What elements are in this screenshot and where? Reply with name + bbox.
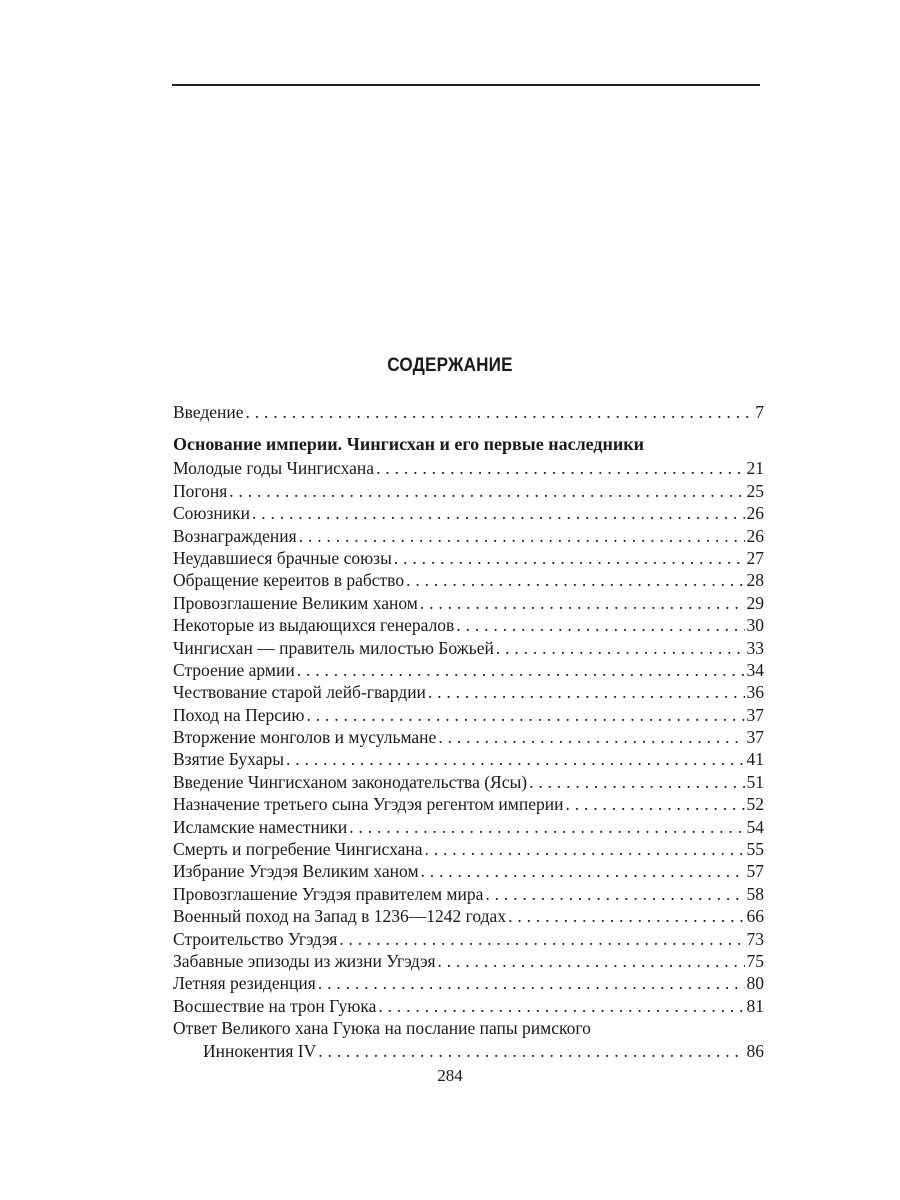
toc-entry-continuation[interactable] — [173, 1040, 764, 1062]
toc-entry-page: 34 — [746, 659, 764, 680]
toc-entry-title: Провозглашение Угэдэя правителем мира — [173, 883, 484, 904]
toc-entry-title: Чингисхан — правитель милостью Божьей — [173, 637, 494, 658]
toc-entry-title: Вознаграждения — [173, 525, 297, 546]
dot-leader — [299, 525, 745, 547]
dot-leader — [376, 457, 744, 479]
toc-entry-title: Забавные эпизоды из жизни Угэдэя — [173, 950, 436, 971]
toc-entry-page: 58 — [746, 883, 764, 904]
dot-leader — [246, 401, 754, 423]
page-number: 284 — [437, 1066, 463, 1085]
dot-leader — [297, 659, 745, 681]
toc-entry-page: 29 — [746, 592, 764, 613]
toc-entry-title: Ответ Великого хана Гуюка на послание папы римского — [173, 1018, 591, 1039]
dot-leader — [378, 995, 744, 1017]
toc-entry-intro[interactable] — [173, 401, 764, 423]
toc-entry-title: Взятие Бухары — [173, 749, 284, 770]
toc-entry-page: 26 — [746, 525, 764, 546]
dot-leader — [252, 502, 744, 524]
toc-entry[interactable] — [173, 748, 764, 770]
dot-leader — [406, 569, 744, 591]
toc-entry-title: Погоня — [173, 480, 228, 501]
dot-leader — [428, 681, 745, 703]
toc-entry[interactable] — [173, 816, 764, 838]
toc-entry[interactable] — [173, 950, 764, 972]
toc-entry[interactable] — [173, 637, 764, 659]
toc-entry-page: 41 — [746, 749, 764, 770]
toc-entry-title: Обращение кереитов в рабство — [173, 570, 405, 591]
header-rule — [172, 84, 760, 86]
toc-entry-title: Избрание Угэдэя Великим ханом — [173, 861, 419, 882]
toc-entry-page: 37 — [746, 727, 764, 748]
toc-entry[interactable] — [173, 502, 764, 524]
dot-leader — [339, 928, 744, 950]
toc-entry-title: Молодые годы Чингисхана — [173, 458, 375, 479]
toc-entry-page: 66 — [746, 906, 764, 927]
dot-leader — [306, 704, 744, 726]
dot-leader — [421, 860, 745, 882]
toc-entry[interactable] — [173, 928, 764, 950]
toc-entry-title: Назначение третьего сына Угэдэя регентом империи — [173, 794, 564, 815]
toc-entry-page: 36 — [746, 682, 764, 703]
toc-entry-page: 7 — [755, 402, 764, 422]
dot-leader — [496, 637, 745, 659]
dot-leader — [565, 793, 744, 815]
dot-leader — [529, 771, 744, 793]
toc-entry-title: Исламские наместники — [173, 816, 348, 837]
toc-entry-title: Восшествие на трон Гуюка — [173, 995, 377, 1016]
toc-entry-page: 80 — [746, 973, 764, 994]
toc-entry[interactable] — [173, 569, 764, 591]
toc-entry[interactable] — [173, 659, 764, 681]
toc-entry-page: 27 — [746, 547, 764, 568]
toc-entry-page: 25 — [746, 480, 764, 501]
toc-entry[interactable] — [173, 704, 764, 726]
toc-entry[interactable] — [173, 905, 764, 927]
toc-entry-title: Введение Чингисханом законодательства (Ясы) — [173, 771, 528, 792]
dot-leader — [420, 592, 745, 614]
toc-entry-page: 21 — [746, 458, 764, 479]
toc-entry-page: 57 — [746, 861, 764, 882]
toc-section-title: Основание империи. Чингисхан и его первые наследники — [173, 434, 645, 455]
toc-entry[interactable] — [173, 681, 764, 703]
toc-entry-multiline[interactable] — [173, 1017, 764, 1039]
dot-leader — [349, 816, 744, 838]
toc-entry[interactable] — [173, 838, 764, 860]
toc-entry-title: Чествование старой лейб-гвардии — [173, 682, 426, 703]
dot-leader — [438, 950, 745, 972]
toc-entry-page: 73 — [746, 928, 764, 949]
toc-entry-title: Некоторые из выдающихся генералов — [173, 615, 455, 636]
toc-entry-title: Введение — [173, 402, 244, 422]
toc-entry-page: 86 — [746, 1040, 764, 1061]
toc-entry-page: 81 — [746, 995, 764, 1016]
toc-entry[interactable] — [173, 547, 764, 569]
dot-leader — [438, 726, 744, 748]
toc-entry-title: Летняя резиденция — [173, 973, 316, 994]
toc-entry-title: Союзники — [173, 503, 251, 524]
toc-entry[interactable] — [173, 860, 764, 882]
toc-entry-page: 75 — [746, 950, 764, 971]
toc-entry[interactable] — [173, 525, 764, 547]
toc-entry[interactable] — [173, 480, 764, 502]
toc-entry[interactable] — [173, 592, 764, 614]
dot-leader — [286, 748, 745, 770]
toc-entry-title: Вторжение монголов и мусульмане — [173, 727, 437, 748]
toc-entry-title: Военный поход на Запад в 1236—1242 годах — [173, 906, 507, 927]
toc-entry-title: Провозглашение Великим ханом — [173, 592, 418, 613]
dot-leader — [485, 883, 744, 905]
page-title: СОДЕРЖАНИЕ — [387, 355, 513, 376]
toc-entry[interactable] — [173, 457, 764, 479]
toc-entry-page: 55 — [746, 839, 764, 860]
table-of-contents — [173, 401, 764, 1062]
toc-entry-page: 52 — [746, 794, 764, 815]
dot-leader — [456, 614, 744, 636]
toc-entry-title: Смерть и погребение Чингисхана — [173, 839, 423, 860]
toc-entry[interactable] — [173, 995, 764, 1017]
dot-leader — [508, 905, 744, 927]
toc-entry[interactable] — [173, 793, 764, 815]
toc-entry[interactable] — [173, 771, 764, 793]
toc-entry-title: Поход на Персию — [173, 704, 305, 725]
toc-entry-page: 54 — [746, 816, 764, 837]
toc-entry-title: Строительство Угэдэя — [173, 928, 338, 949]
toc-entry-title: Строение армии — [173, 659, 295, 680]
toc-entry-page: 37 — [746, 704, 764, 725]
toc-entry-title-continuation: Иннокентия IV — [203, 1040, 317, 1061]
toc-entry-page: 33 — [746, 637, 764, 658]
dot-leader — [394, 547, 745, 569]
dot-leader — [425, 838, 745, 860]
toc-entry[interactable] — [173, 972, 764, 994]
toc-entry-title: Неудавшиеся брачные союзы — [173, 547, 392, 568]
toc-entry-page: 51 — [746, 771, 764, 792]
toc-entry-page: 26 — [746, 503, 764, 524]
toc-entry-list — [173, 457, 764, 1017]
toc-entry[interactable] — [173, 726, 764, 748]
toc-entry[interactable] — [173, 614, 764, 636]
dot-leader — [318, 1040, 744, 1062]
dot-leader — [318, 972, 745, 994]
toc-entry[interactable] — [173, 883, 764, 905]
dot-leader — [229, 480, 744, 502]
toc-entry-page: 28 — [746, 570, 764, 591]
toc-entry-page: 30 — [746, 615, 764, 636]
